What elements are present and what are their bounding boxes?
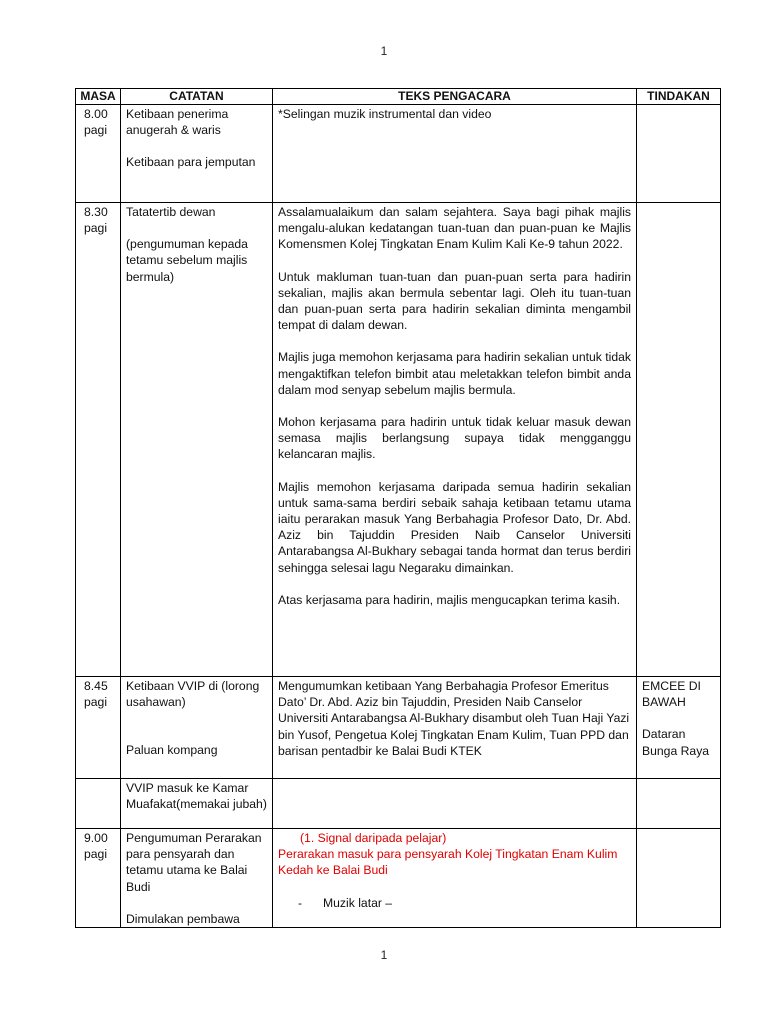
table-row xyxy=(76,829,721,928)
catatan-text: Ketibaan VVIP di (lorong usahawan) xyxy=(126,679,260,710)
catatan-text: Tatatertib dewan xyxy=(126,205,216,219)
catatan-text: Paluan kompang xyxy=(126,743,218,758)
tindakan-text: Dataran Bunga Raya xyxy=(642,727,710,758)
time-period: pagi xyxy=(84,847,108,862)
tindakan-cell xyxy=(637,829,721,928)
masa-cell xyxy=(76,829,121,928)
table-row xyxy=(76,203,721,677)
catatan-text: Ketibaan penerima anugerah & waris xyxy=(126,107,229,138)
dash-marker: - xyxy=(298,895,303,910)
catatan-text: Ketibaan para jemputan xyxy=(126,155,256,170)
teks-paragraph: *Selingan muzik instrumental dan video xyxy=(278,107,492,121)
tindakan-cell xyxy=(637,203,721,677)
masa-cell xyxy=(76,203,121,677)
time-period: pagi xyxy=(84,221,108,236)
teks-cell xyxy=(273,829,637,928)
catatan-cell xyxy=(121,829,273,928)
catatan-text: (pengumuman kepada tetamu sebelum majlis bermula) xyxy=(126,237,248,284)
teks-paragraph: Mohon kerjasama para hadirin untuk tidak keluar masuk dewan semasa majlis berlangsung supaya tidak mengganggu kelancaran majlis. xyxy=(278,415,631,462)
teks-paragraph: Majlis memohon kerjasama daripada semua hadirin sekalian untuk sama-sama berdiri sebaik sahaja ketibaan tetamu utama iaitu perarakan masuk Yang Berbahagia Profesor Dato, Dr. Abd. Aziz bin Tajuddin Presiden Naib Canselor Universiti Antarabangsa Al-Bukhary sebagai tanda hormat dan terus berdiri sehingga selesai lagu Negaraku dimainkan. xyxy=(278,479,631,575)
catatan-cell xyxy=(121,203,273,677)
time-period: pagi xyxy=(84,123,108,138)
catatan-cell xyxy=(121,677,273,779)
tindakan-cell xyxy=(637,677,721,779)
table-row xyxy=(76,677,721,779)
teks-paragraph: Mengumumkan ketibaan Yang Berbahagia Profesor Emeritus Dato’ Dr. Abd. Aziz bin Tajuddin, Presiden Naib Canselor Universiti Antarabangsa Al-Bukhary disambut oleh Tuan Haji Yazi bin Yusof, Pengetua Kolej Tingkatan Enam Kulim, Tuan PPD dan barisan pentadbir ke Balai Budi KTEK xyxy=(278,679,630,758)
teks-cell xyxy=(273,105,637,203)
table-row xyxy=(76,105,721,203)
teks-paragraph: Atas kerjasama para hadirin, majlis mengucapkan terima kasih. xyxy=(278,592,621,607)
page-number-top: 1 xyxy=(380,44,388,58)
header-masa: MASA xyxy=(76,89,121,105)
tindakan-text: EMCEE DI BAWAH xyxy=(642,679,701,710)
tindakan-cell xyxy=(637,105,721,203)
teks-paragraph: Majlis juga memohon kerjasama para hadirin sekalian untuk tidak mengaktifkan telefon bimbit atau meletakkan telefon bimbit anda dalam mod senyap sebelum majlis bermula. xyxy=(278,350,631,397)
time-value: 9.00 xyxy=(84,831,108,845)
time-value: 8.45 xyxy=(84,679,108,693)
teks-cell xyxy=(273,779,637,829)
masa-cell xyxy=(76,779,121,829)
time-value: 8.30 xyxy=(84,205,108,219)
procession-announcement: Perarakan masuk para pensyarah Kolej Tingkatan Enam Kulim Kedah ke Balai Budi xyxy=(278,847,618,878)
teks-paragraph: Assalamualaikum dan salam sejahtera. Saya bagi pihak majlis mengalu-alukan kedatangan tuan-tuan dan puan-puan ke Majlis Komensmen Kolej Tingkatan Enam Kulim Kali Ke-9 tahun 2022. xyxy=(278,205,631,252)
page-number-bottom: 1 xyxy=(380,948,388,962)
event-script-table xyxy=(75,88,721,928)
catatan-cell xyxy=(121,105,273,203)
table-row xyxy=(76,779,721,829)
time-period: pagi xyxy=(84,695,108,710)
tindakan-cell xyxy=(637,779,721,829)
teks-cell xyxy=(273,203,637,677)
catatan-text: Dimulakan pembawa xyxy=(126,911,240,926)
header-catatan: CATATAN xyxy=(121,89,273,105)
catatan-text: VVIP masuk ke Kamar Muafakat(memakai jubah) xyxy=(126,781,267,812)
header-row xyxy=(76,89,721,105)
header-tindakan: TINDAKAN xyxy=(637,89,721,105)
masa-cell xyxy=(76,677,121,779)
music-cue xyxy=(278,895,631,911)
time-value: 8.00 xyxy=(84,107,108,121)
catatan-cell xyxy=(121,779,273,829)
masa-cell xyxy=(76,105,121,203)
catatan-text: Pengumuman Perarakan para pensyarah dan tetamu utama ke Balai Budi xyxy=(126,831,262,894)
music-cue-text: Muzik latar – xyxy=(323,895,393,910)
teks-paragraph: Untuk makluman tuan-tuan dan puan-puan serta para hadirin sekalian, majlis akan bermula sebentar lagi. Oleh itu tuan-tuan dan puan-puan serta para hadirin sekalian diminta mengambil tempat di dalam dewan. xyxy=(278,269,631,333)
signal-note: (1. Signal daripada pelajar) xyxy=(300,831,447,845)
teks-cell xyxy=(273,677,637,779)
header-teks-pengacara: TEKS PENGACARA xyxy=(273,89,637,105)
